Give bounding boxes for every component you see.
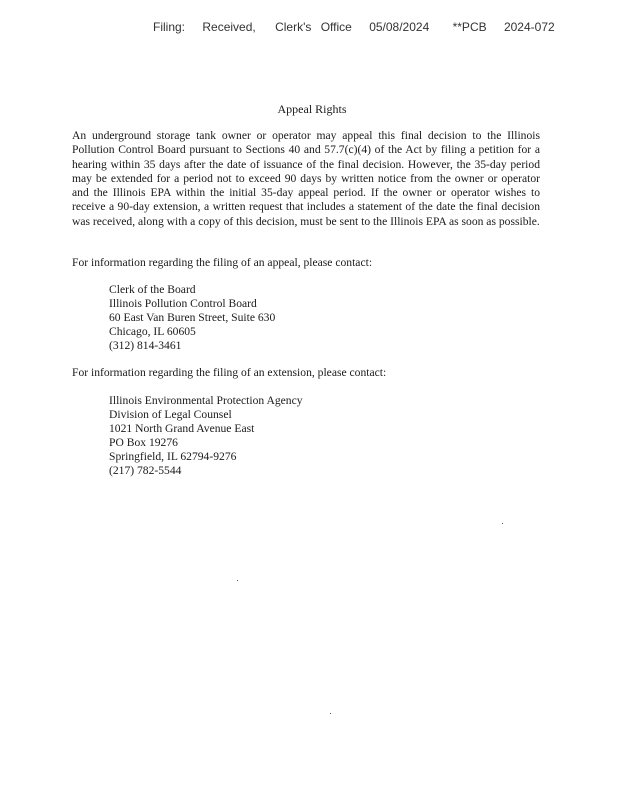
extension-address-block	[109, 394, 303, 477]
office-label: Office	[320, 20, 352, 34]
case-number: 2024-072	[503, 20, 555, 34]
filing-label: Filing:	[153, 20, 186, 34]
received-label: Received,	[202, 20, 256, 34]
appeal-rights-paragraph: An underground storage tank owner or operator may appeal this final decision to the Illinois Pollution Control Board pursuant to Sections 40 and 57.7(c)(4) of the Act by filing a petition for a hearing within 35 days after the date of issuance of the final decision. However, the 35-day period may be extended for a period not to exceed 90 days by written notice from the owner or operator and the Illinois EPA within the initial 35-day appeal period. If the owner or operator wishes to receive a 90-day extension, a written request that includes a statement of the date the final decision was received, along with a copy of this decision, must be sent to the Illinois EPA as soon as possible.	[72, 129, 540, 228]
address-line: 1021 North Grand Avenue East	[109, 421, 255, 435]
scan-speck	[330, 713, 331, 714]
address-line: 60 East Van Buren Street, Suite 630	[109, 310, 276, 324]
scan-speck	[237, 580, 238, 581]
appeal-address-block	[109, 283, 275, 353]
address-line: Division of Legal Counsel	[109, 407, 232, 421]
address-line: Clerk of the Board	[109, 283, 196, 296]
appeal-contact-paragraph: For information regarding the filing of an appeal, please contact:	[72, 256, 373, 269]
address-line: Illinois Pollution Control Board	[109, 296, 257, 310]
filing-date: 05/08/2024	[369, 20, 430, 34]
clerks-label: Clerk's	[275, 20, 312, 34]
address-line: (217) 782-5544	[109, 463, 182, 477]
page-title: Appeal Rights	[277, 102, 347, 116]
scan-speck	[502, 523, 503, 524]
address-line: Springfield, IL 62794-9276	[109, 449, 237, 463]
pcb-label: **PCB	[452, 20, 487, 34]
extension-contact-paragraph: For information regarding the filing of an extension, please contact:	[72, 366, 387, 379]
address-line: Chicago, IL 60605	[109, 324, 196, 338]
address-line: PO Box 19276	[109, 435, 178, 449]
address-line: Illinois Environmental Protection Agency	[109, 394, 303, 407]
filing-stamp-header	[153, 20, 555, 34]
address-line: (312) 814-3461	[109, 338, 182, 352]
